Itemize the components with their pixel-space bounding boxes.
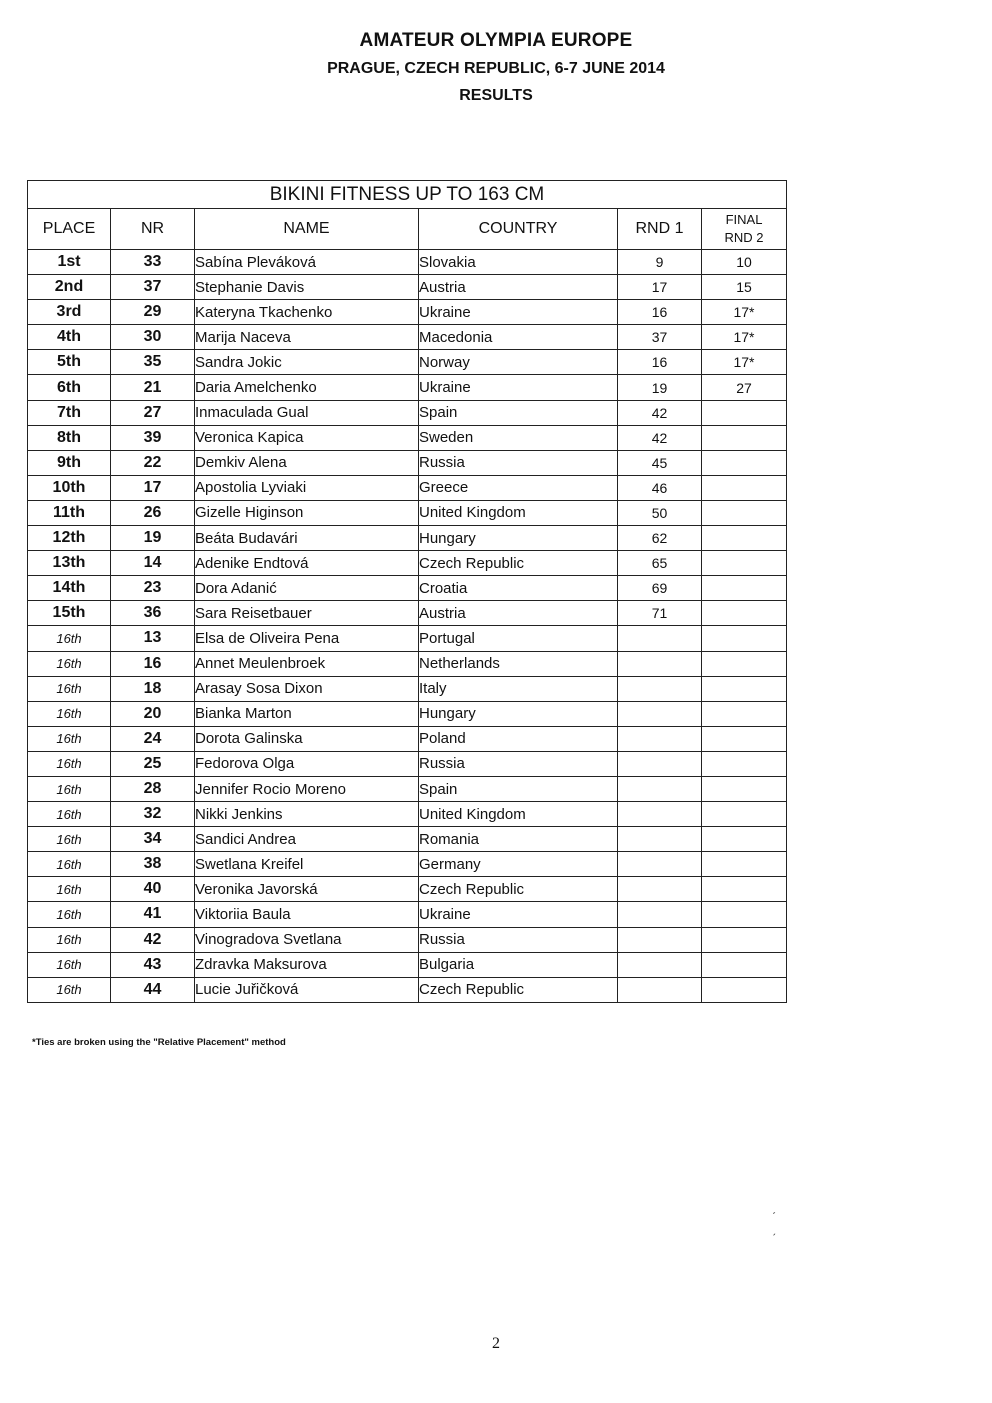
- place-cell: 13th: [28, 551, 111, 576]
- name-cell: Fedorova Olga: [195, 751, 419, 776]
- name-cell: Dora Adanić: [195, 576, 419, 601]
- place-cell: 9th: [28, 450, 111, 475]
- place-cell: 14th: [28, 576, 111, 601]
- nr-cell: 19: [111, 526, 195, 551]
- country-cell: Russia: [419, 927, 618, 952]
- rnd1-cell: [618, 626, 702, 651]
- place-cell: 16th: [28, 952, 111, 977]
- country-cell: Italy: [419, 676, 618, 701]
- name-cell: Zdravka Maksurova: [195, 952, 419, 977]
- name-cell: Bianka Marton: [195, 701, 419, 726]
- rnd1-cell: 9: [618, 250, 702, 275]
- name-cell: Gizelle Higinson: [195, 500, 419, 525]
- country-cell: Czech Republic: [419, 551, 618, 576]
- rnd2-cell: [702, 651, 787, 676]
- col-header-final-rnd2: [702, 209, 787, 250]
- place-cell: 10th: [28, 475, 111, 500]
- place-cell: 16th: [28, 651, 111, 676]
- rnd2-cell: [702, 576, 787, 601]
- table-row: [28, 576, 787, 601]
- country-cell: Bulgaria: [419, 952, 618, 977]
- country-cell: Macedonia: [419, 325, 618, 350]
- rnd2-cell: [702, 475, 787, 500]
- table-row: [28, 475, 787, 500]
- table-row: [28, 751, 787, 776]
- rnd2-cell: [702, 676, 787, 701]
- rnd2-cell: [702, 551, 787, 576]
- table-row: [28, 802, 787, 827]
- scan-mark: ˊ: [772, 1210, 776, 1224]
- country-cell: Sweden: [419, 425, 618, 450]
- rnd2-cell: [702, 726, 787, 751]
- final-label: FINAL: [725, 212, 763, 227]
- place-cell: 1st: [28, 250, 111, 275]
- nr-cell: 18: [111, 676, 195, 701]
- col-header-nr: NR: [111, 209, 195, 250]
- rnd2-cell: [702, 927, 787, 952]
- name-cell: Lucie Juřičková: [195, 977, 419, 1002]
- nr-cell: 21: [111, 375, 195, 400]
- rnd2-label: RND 2: [724, 230, 764, 245]
- nr-cell: 24: [111, 726, 195, 751]
- place-cell: 16th: [28, 977, 111, 1002]
- nr-cell: 40: [111, 877, 195, 902]
- place-cell: 5th: [28, 350, 111, 375]
- rnd2-cell: 17*: [702, 325, 787, 350]
- nr-cell: 17: [111, 475, 195, 500]
- name-cell: Sandra Jokic: [195, 350, 419, 375]
- country-cell: Ukraine: [419, 300, 618, 325]
- name-cell: Elsa de Oliveira Pena: [195, 626, 419, 651]
- nr-cell: 33: [111, 250, 195, 275]
- nr-cell: 16: [111, 651, 195, 676]
- rnd2-cell: [702, 751, 787, 776]
- nr-cell: 14: [111, 551, 195, 576]
- nr-cell: 39: [111, 425, 195, 450]
- place-cell: 15th: [28, 601, 111, 626]
- place-cell: 16th: [28, 751, 111, 776]
- nr-cell: 23: [111, 576, 195, 601]
- results-table: [27, 180, 787, 1003]
- rnd2-cell: 27: [702, 375, 787, 400]
- rnd1-cell: [618, 902, 702, 927]
- place-cell: 11th: [28, 500, 111, 525]
- rnd2-cell: 15: [702, 275, 787, 300]
- name-cell: Arasay Sosa Dixon: [195, 676, 419, 701]
- rnd2-cell: [702, 626, 787, 651]
- country-cell: Austria: [419, 601, 618, 626]
- rnd2-cell: [702, 425, 787, 450]
- name-cell: Veronika Javorská: [195, 877, 419, 902]
- name-cell: Inmaculada Gual: [195, 400, 419, 425]
- country-cell: Spain: [419, 776, 618, 801]
- table-row: [28, 325, 787, 350]
- rnd2-cell: [702, 827, 787, 852]
- name-cell: Viktoriia Baula: [195, 902, 419, 927]
- place-cell: 2nd: [28, 275, 111, 300]
- name-cell: Beáta Budavári: [195, 526, 419, 551]
- name-cell: Swetlana Kreifel: [195, 852, 419, 877]
- rnd1-cell: [618, 802, 702, 827]
- rnd2-cell: [702, 500, 787, 525]
- rnd2-cell: [702, 802, 787, 827]
- table-row: [28, 601, 787, 626]
- name-cell: Kateryna Tkachenko: [195, 300, 419, 325]
- name-cell: Apostolia Lyviaki: [195, 475, 419, 500]
- rnd2-cell: [702, 701, 787, 726]
- rnd1-cell: [618, 852, 702, 877]
- rnd1-cell: 45: [618, 450, 702, 475]
- table-row: [28, 776, 787, 801]
- country-cell: Greece: [419, 475, 618, 500]
- rnd1-cell: [618, 676, 702, 701]
- name-cell: Marija Naceva: [195, 325, 419, 350]
- nr-cell: 27: [111, 400, 195, 425]
- table-row: [28, 902, 787, 927]
- name-cell: Nikki Jenkins: [195, 802, 419, 827]
- rnd1-cell: [618, 726, 702, 751]
- nr-cell: 32: [111, 802, 195, 827]
- rnd2-cell: [702, 450, 787, 475]
- country-cell: Hungary: [419, 526, 618, 551]
- table-row: [28, 827, 787, 852]
- place-cell: 8th: [28, 425, 111, 450]
- table-row: [28, 275, 787, 300]
- place-cell: 4th: [28, 325, 111, 350]
- table-row: [28, 500, 787, 525]
- place-cell: 16th: [28, 776, 111, 801]
- name-cell: Daria Amelchenko: [195, 375, 419, 400]
- country-cell: Slovakia: [419, 250, 618, 275]
- nr-cell: 22: [111, 450, 195, 475]
- nr-cell: 30: [111, 325, 195, 350]
- rnd2-cell: [702, 877, 787, 902]
- rnd1-cell: 62: [618, 526, 702, 551]
- rnd1-cell: 16: [618, 300, 702, 325]
- rnd2-cell: [702, 977, 787, 1002]
- country-cell: Czech Republic: [419, 877, 618, 902]
- place-cell: 16th: [28, 726, 111, 751]
- country-cell: Norway: [419, 350, 618, 375]
- col-header-rnd1: RND 1: [618, 209, 702, 250]
- results-heading: RESULTS: [459, 87, 533, 104]
- rnd1-cell: [618, 651, 702, 676]
- table-row: [28, 726, 787, 751]
- place-cell: 16th: [28, 802, 111, 827]
- rnd1-cell: [618, 927, 702, 952]
- table-row: [28, 250, 787, 275]
- rnd2-cell: [702, 776, 787, 801]
- country-cell: Ukraine: [419, 375, 618, 400]
- nr-cell: 25: [111, 751, 195, 776]
- name-cell: Sandici Andrea: [195, 827, 419, 852]
- page-number: 2: [492, 1335, 500, 1352]
- name-cell: Demkiv Alena: [195, 450, 419, 475]
- rnd1-cell: [618, 751, 702, 776]
- name-cell: Veronica Kapica: [195, 425, 419, 450]
- table-row: [28, 952, 787, 977]
- rnd2-cell: [702, 952, 787, 977]
- place-cell: 16th: [28, 877, 111, 902]
- nr-cell: 41: [111, 902, 195, 927]
- rnd1-cell: 46: [618, 475, 702, 500]
- nr-cell: 43: [111, 952, 195, 977]
- place-cell: 16th: [28, 827, 111, 852]
- nr-cell: 26: [111, 500, 195, 525]
- name-cell: Sabína Pleváková: [195, 250, 419, 275]
- table-row: [28, 701, 787, 726]
- nr-cell: 28: [111, 776, 195, 801]
- event-title: AMATEUR OLYMPIA EUROPE: [359, 30, 633, 51]
- name-cell: Sara Reisetbauer: [195, 601, 419, 626]
- name-cell: Adenike Endtová: [195, 551, 419, 576]
- rnd2-cell: [702, 526, 787, 551]
- nr-cell: 38: [111, 852, 195, 877]
- event-location: PRAGUE, CZECH REPUBLIC, 6-7 JUNE 2014: [327, 60, 665, 77]
- nr-cell: 29: [111, 300, 195, 325]
- place-cell: 16th: [28, 852, 111, 877]
- footnote: *Ties are broken using the "Relative Placement" method: [32, 1037, 286, 1048]
- rnd1-cell: 17: [618, 275, 702, 300]
- rnd1-cell: [618, 701, 702, 726]
- country-cell: United Kingdom: [419, 802, 618, 827]
- rnd1-cell: 69: [618, 576, 702, 601]
- place-cell: 16th: [28, 626, 111, 651]
- table-row: [28, 526, 787, 551]
- nr-cell: 44: [111, 977, 195, 1002]
- name-cell: Annet Meulenbroek: [195, 651, 419, 676]
- country-cell: Spain: [419, 400, 618, 425]
- table-row: [28, 375, 787, 400]
- nr-cell: 20: [111, 701, 195, 726]
- table-row: [28, 350, 787, 375]
- rnd1-cell: [618, 827, 702, 852]
- rnd1-cell: [618, 952, 702, 977]
- place-cell: 16th: [28, 902, 111, 927]
- country-cell: Romania: [419, 827, 618, 852]
- name-cell: Vinogradova Svetlana: [195, 927, 419, 952]
- country-cell: Poland: [419, 726, 618, 751]
- rnd2-cell: [702, 400, 787, 425]
- rnd2-cell: [702, 852, 787, 877]
- rnd2-cell: 10: [702, 250, 787, 275]
- table-row: [28, 852, 787, 877]
- country-cell: Austria: [419, 275, 618, 300]
- rnd1-cell: 16: [618, 350, 702, 375]
- rnd2-cell: 17*: [702, 350, 787, 375]
- place-cell: 16th: [28, 676, 111, 701]
- rnd1-cell: 42: [618, 400, 702, 425]
- col-header-country: COUNTRY: [419, 209, 618, 250]
- rnd2-cell: 17*: [702, 300, 787, 325]
- table-row: [28, 400, 787, 425]
- table-row: [28, 651, 787, 676]
- country-cell: Netherlands: [419, 651, 618, 676]
- rnd1-cell: 19: [618, 375, 702, 400]
- country-cell: Hungary: [419, 701, 618, 726]
- table-row: [28, 551, 787, 576]
- place-cell: 12th: [28, 526, 111, 551]
- table-row: [28, 425, 787, 450]
- nr-cell: 35: [111, 350, 195, 375]
- table-row: [28, 977, 787, 1002]
- country-cell: Portugal: [419, 626, 618, 651]
- rnd1-cell: [618, 877, 702, 902]
- results-body: [28, 250, 787, 1003]
- place-cell: 16th: [28, 701, 111, 726]
- rnd1-cell: 42: [618, 425, 702, 450]
- place-cell: 7th: [28, 400, 111, 425]
- place-cell: 16th: [28, 927, 111, 952]
- table-row: [28, 626, 787, 651]
- table-row: [28, 877, 787, 902]
- table-row: [28, 927, 787, 952]
- nr-cell: 13: [111, 626, 195, 651]
- place-cell: 3rd: [28, 300, 111, 325]
- name-cell: Jennifer Rocio Moreno: [195, 776, 419, 801]
- rnd1-cell: 37: [618, 325, 702, 350]
- country-cell: United Kingdom: [419, 500, 618, 525]
- rnd1-cell: 71: [618, 601, 702, 626]
- country-cell: Germany: [419, 852, 618, 877]
- table-row: [28, 450, 787, 475]
- category-title: BIKINI FITNESS UP TO 163 CM: [28, 181, 787, 209]
- country-cell: Czech Republic: [419, 977, 618, 1002]
- country-cell: Russia: [419, 450, 618, 475]
- name-cell: Dorota Galinska: [195, 726, 419, 751]
- table-row: [28, 300, 787, 325]
- name-cell: Stephanie Davis: [195, 275, 419, 300]
- country-cell: Ukraine: [419, 902, 618, 927]
- rnd1-cell: 65: [618, 551, 702, 576]
- country-cell: Russia: [419, 751, 618, 776]
- place-cell: 6th: [28, 375, 111, 400]
- scan-mark: ˏ: [772, 1222, 776, 1236]
- rnd1-cell: 50: [618, 500, 702, 525]
- nr-cell: 42: [111, 927, 195, 952]
- nr-cell: 34: [111, 827, 195, 852]
- col-header-name: NAME: [195, 209, 419, 250]
- country-cell: Croatia: [419, 576, 618, 601]
- nr-cell: 37: [111, 275, 195, 300]
- rnd2-cell: [702, 601, 787, 626]
- rnd2-cell: [702, 902, 787, 927]
- rnd1-cell: [618, 776, 702, 801]
- rnd1-cell: [618, 977, 702, 1002]
- nr-cell: 36: [111, 601, 195, 626]
- col-header-place: PLACE: [28, 209, 111, 250]
- table-row: [28, 676, 787, 701]
